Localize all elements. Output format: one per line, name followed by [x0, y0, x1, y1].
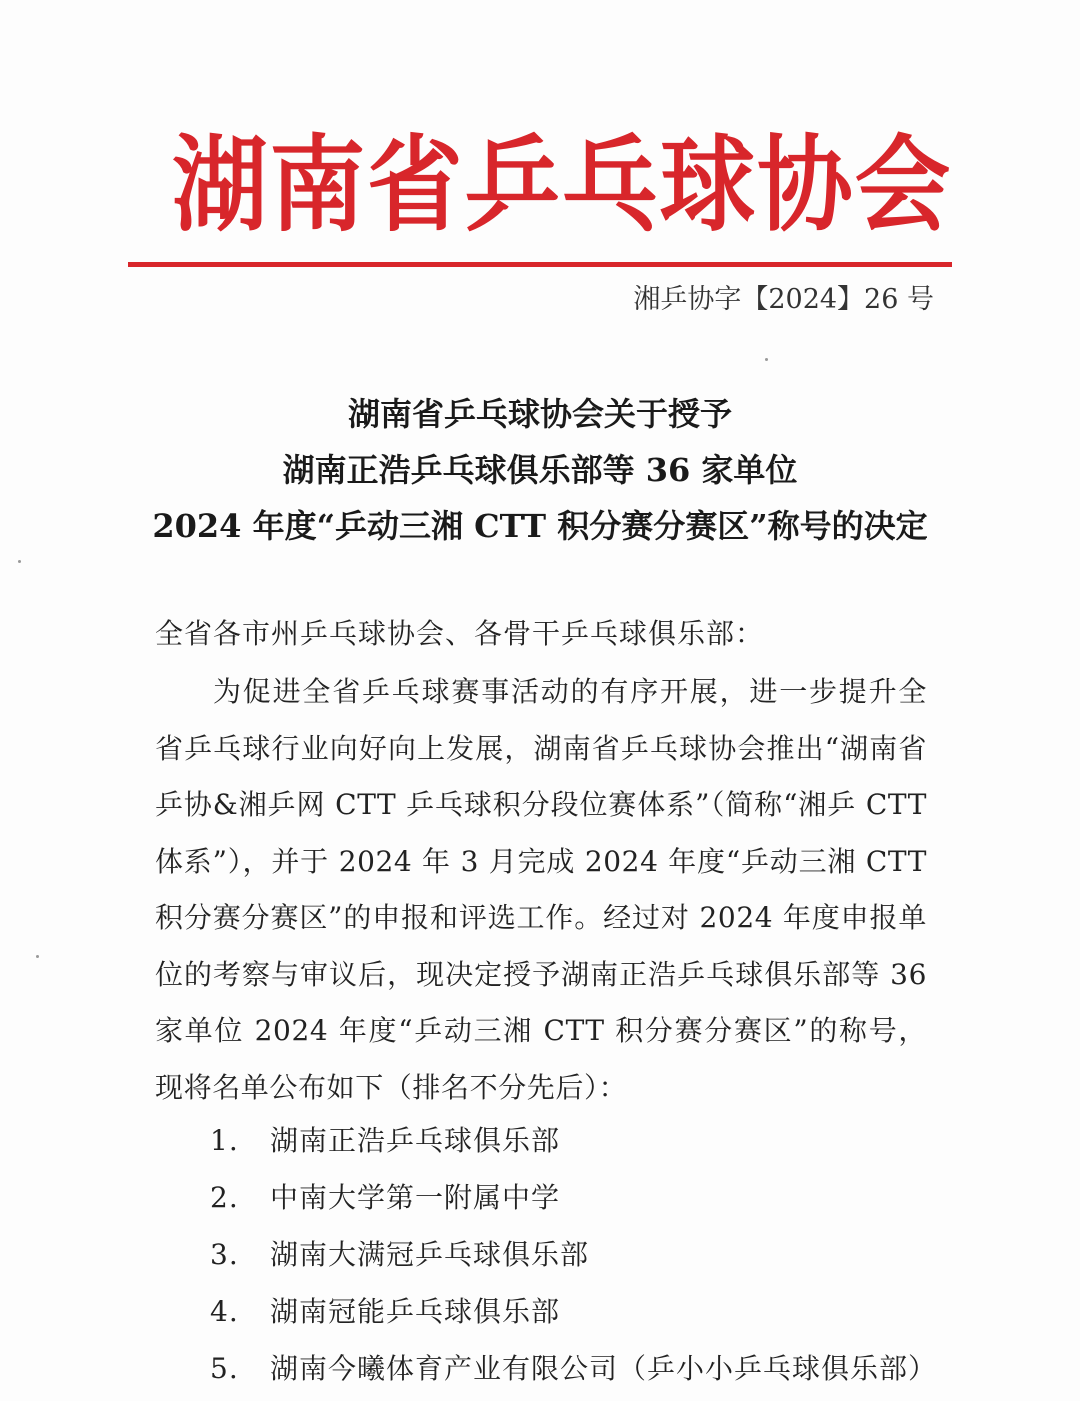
list-item-name: 中南大学第一附属中学 — [270, 1181, 561, 1214]
list-item — [210, 1226, 937, 1283]
list-item-name: 湖南大满冠乒乓球俱乐部 — [270, 1238, 590, 1271]
award-list — [210, 1112, 937, 1397]
list-item — [210, 1283, 937, 1340]
list-item — [210, 1169, 937, 1226]
salutation: 全省各市州乒乓球协会、各骨干乒乓球俱乐部： — [155, 617, 765, 650]
letterhead-title: 湖南省乒乓球协会 — [172, 124, 953, 246]
list-item-name: 湖南冠能乒乓球俱乐部 — [270, 1295, 561, 1328]
list-item-number: 1. — [210, 1124, 239, 1157]
title-line-2: 湖南正浩乒乓球俱乐部等 36 家单位 — [282, 451, 798, 489]
list-item-number: 4. — [210, 1295, 239, 1328]
title-line-1: 湖南省乒乓球协会关于授予 — [347, 395, 732, 433]
letterhead-divider — [128, 262, 952, 267]
list-item — [210, 1112, 937, 1169]
list-item-number: 3. — [210, 1238, 239, 1271]
list-item — [210, 1340, 937, 1397]
list-item-number: 5. — [210, 1352, 239, 1385]
scan-speck — [36, 955, 39, 958]
document-title — [100, 386, 980, 554]
list-item-number: 2. — [210, 1181, 239, 1214]
title-line-3: 2024 年度“乒动三湘 CTT 积分赛分赛区”称号的决定 — [152, 507, 928, 545]
list-item-name: 湖南今曦体育产业有限公司（乒小小乒乓球俱乐部） — [270, 1352, 938, 1385]
document-number: 湘乒协字【2024】26 号 — [633, 284, 934, 315]
list-item-name: 湖南正浩乒乓球俱乐部 — [270, 1124, 561, 1157]
scan-speck — [18, 560, 21, 563]
scan-speck — [765, 358, 768, 361]
body-paragraph: 为促进全省乒乓球赛事活动的有序开展，进一步提升全省乒乓球行业向好向上发展，湖南省乒乓球协会推出“湖南省乒协&湘乒网 CTT 乒乓球积分段位赛体系”（简称“湘乒 CTT 体系”），并于 2024 年 3 月完成 2024 年度“乒动三湘 CTT 积分赛分赛区”的申报和评选工作。经过对 2024 年度申报单位的考察与审议后，现决定授予湖南正浩乒乓球俱乐部等 36 家单位 2024 年度“乒动三湘 CTT 积分赛分赛区”的称号，现将名单公布如下（排名不分先后）： — [155, 675, 927, 1104]
